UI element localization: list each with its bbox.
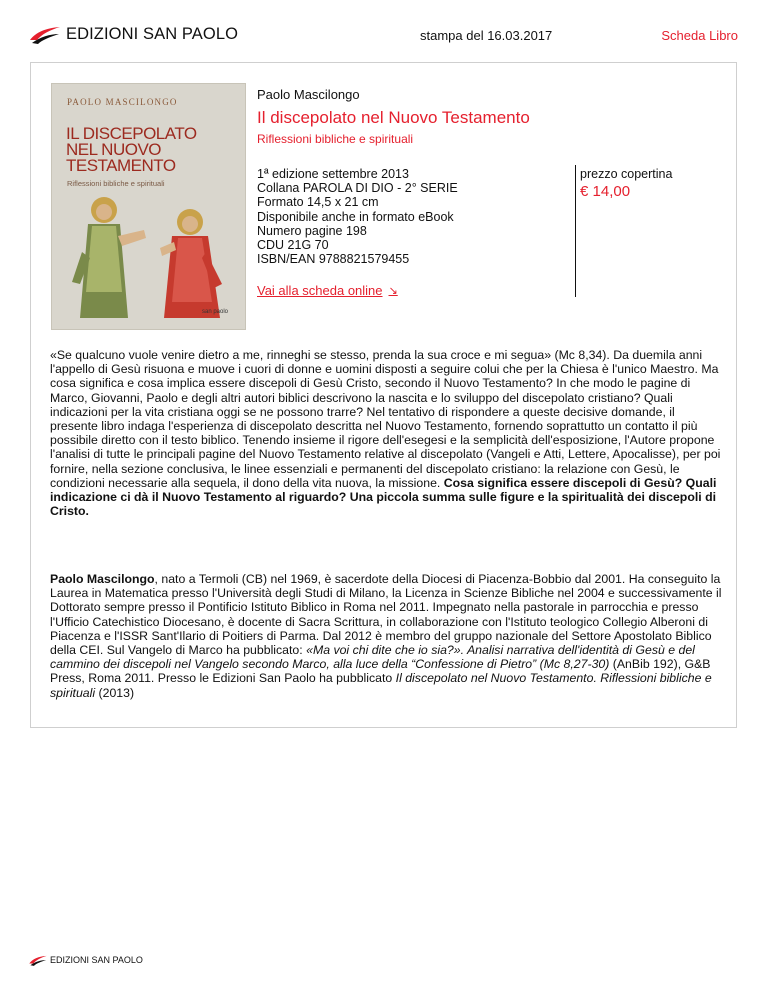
bio-name: Paolo Mascilongo <box>50 572 155 586</box>
price-label: prezzo copertina <box>580 167 673 181</box>
arrow-down-right-icon: ↘ <box>388 285 398 297</box>
bio-text: , nato a Termoli (CB) nel 1969, è sacerdote della Diocesi di Piacenza-Bobbio dal 2001. Ha conseguito la Laurea in Matematica presso l'Università degli Studi di Milano, la Licenza in Scienze Bibliche nel 2004 e successivamente il Dottorato sempre presso il Pontificio Istituto Biblico in Roma nel 2011. Impegnato nella pastorale in parrocchia e presso l'Ufficio Catechistico Diocesano, è docente di Sacra Scrittura, in collaborazione con l'Istituto teologico Collegio Alberoni di Piacenza e l'ISSR Sant'Ilario di Poitiers di Parma. Dal 2012 è membro del gruppo nazionale del Settore Apostolato Biblico della CEI. Sul Vangelo di Marco ha pubblicato: <box>50 572 722 658</box>
page-header <box>0 0 768 60</box>
cover-publisher: san paolo <box>202 309 229 315</box>
print-date: stampa del 16.03.2017 <box>420 28 553 43</box>
bio-text: (AnBib 192), G&B Press, Roma 2011. Presso le Edizioni San Paolo ha pubblicato <box>50 657 711 686</box>
book-description <box>50 348 722 518</box>
online-scheda-link[interactable] <box>257 283 398 298</box>
meta-collana: Collana PAROLA DI DIO - 2° SERIE <box>257 181 458 196</box>
author-bio <box>50 572 722 700</box>
publisher-logo-text: EDIZIONI SAN PAOLO <box>66 24 239 43</box>
scheda-libro-link[interactable]: Scheda Libro <box>661 28 738 43</box>
footer-logo <box>28 953 143 967</box>
cover-saints-illustration <box>62 192 237 322</box>
cover-subtitle: Riflessioni bibliche e spirituali <box>67 179 165 188</box>
footer-logo-text: EDIZIONI SAN PAOLO <box>50 955 143 965</box>
description-text: «Se qualcuno vuole venire dietro a me, rinneghi se stesso, prenda la sua croce e mi segua» (Mc 8,34). Da duemila anni l'appello di Gesù risuona e muove i cuori di donne e uomini disposti a seguire colui che per la Chiesa è l'unico Maestro. Ma cosa significa e cosa implica essere discepoli di Gesù Cristo, secondo il Nuovo Testamento? In che modo le pagine di Marco, Giovanni, Paolo e degli altri autori biblici descrivono la nascita e lo sviluppo del discepolato cristiano? Quali indicazioni per la vita cristiana oggi se ne possono trarre? Nel tentativo di rispondere a queste decisive domande, il presente libro indaga l'esperienza di discepolato descritta nel Nuovo Testamento, fornendo soprattutto un contatto il più possibile diretto con il testo biblico. Tenendo insieme il rigore dell'esegesi e la semplicità dell'esposizione, l'Autore propone l'analisi di tutte le principali pagine del Nuovo Testamento relative al discepolato (Vangeli e Atti, Lettere, Apocalisse), per poi fornire, nella sezione conclusiva, le linee essenziali e permanenti del discepolato cristiano: la relazione con Gesù, le condizioni necessarie alla sequela, il dono della vita nuova, la missione. <box>50 348 721 490</box>
cover-title-line: NEL NUOVO <box>66 140 162 159</box>
book-cover-image <box>51 83 246 330</box>
meta-pagine: Numero pagine 198 <box>257 223 367 238</box>
book-metadata <box>257 167 458 266</box>
meta-edition: 1ª edizione settembre 2013 <box>257 167 409 181</box>
price-value: € 14,00 <box>580 183 631 200</box>
cover-title-line: IL DISCEPOLATO <box>66 124 197 143</box>
book-subtitle: Riflessioni bibliche e spirituali <box>257 132 414 146</box>
cover-author: PAOLO MASCILONGO <box>67 97 178 107</box>
book-title: Il discepolato nel Nuovo Testamento <box>257 108 530 127</box>
meta-ebook: Disponibile anche in formato eBook <box>257 209 454 224</box>
price-divider <box>575 165 576 297</box>
bio-italic-title: «Ma voi chi dite che io sia?». Analisi narrativa dell'identità di Gesù e del cammino dei discepoli nel Vangelo secondo Marco, alla luce della “Confessione di Pietro” (Mc 8,27-30) <box>50 643 695 672</box>
bio-text: (2013) <box>95 685 135 700</box>
footer-logo-icon <box>28 953 48 967</box>
book-author: Paolo Mascilongo <box>257 87 360 102</box>
book-card <box>30 62 737 728</box>
cover-title-line: TESTAMENTO <box>66 156 176 175</box>
publisher-logo-icon <box>28 22 62 46</box>
meta-cdu: CDU 21G 70 <box>257 238 329 253</box>
meta-isbn: ISBN/EAN 9788821579455 <box>257 252 410 267</box>
online-scheda-link-label: Vai alla scheda online <box>257 283 383 298</box>
meta-formato: Formato 14,5 x 21 cm <box>257 195 379 210</box>
description-bold: Cosa significa essere discepoli di Gesù? Quali indicazione ci dà il Nuovo Testamento al riguardo? Una piccola summa sulle figure e la spiritualità dei discepoli di Cristo. <box>50 475 717 519</box>
publisher-logo[interactable] <box>28 22 238 46</box>
bio-italic-title: Il discepolato nel Nuovo Testamento. Riflessioni bibliche e spirituali <box>50 671 712 700</box>
cover-title <box>66 126 197 174</box>
